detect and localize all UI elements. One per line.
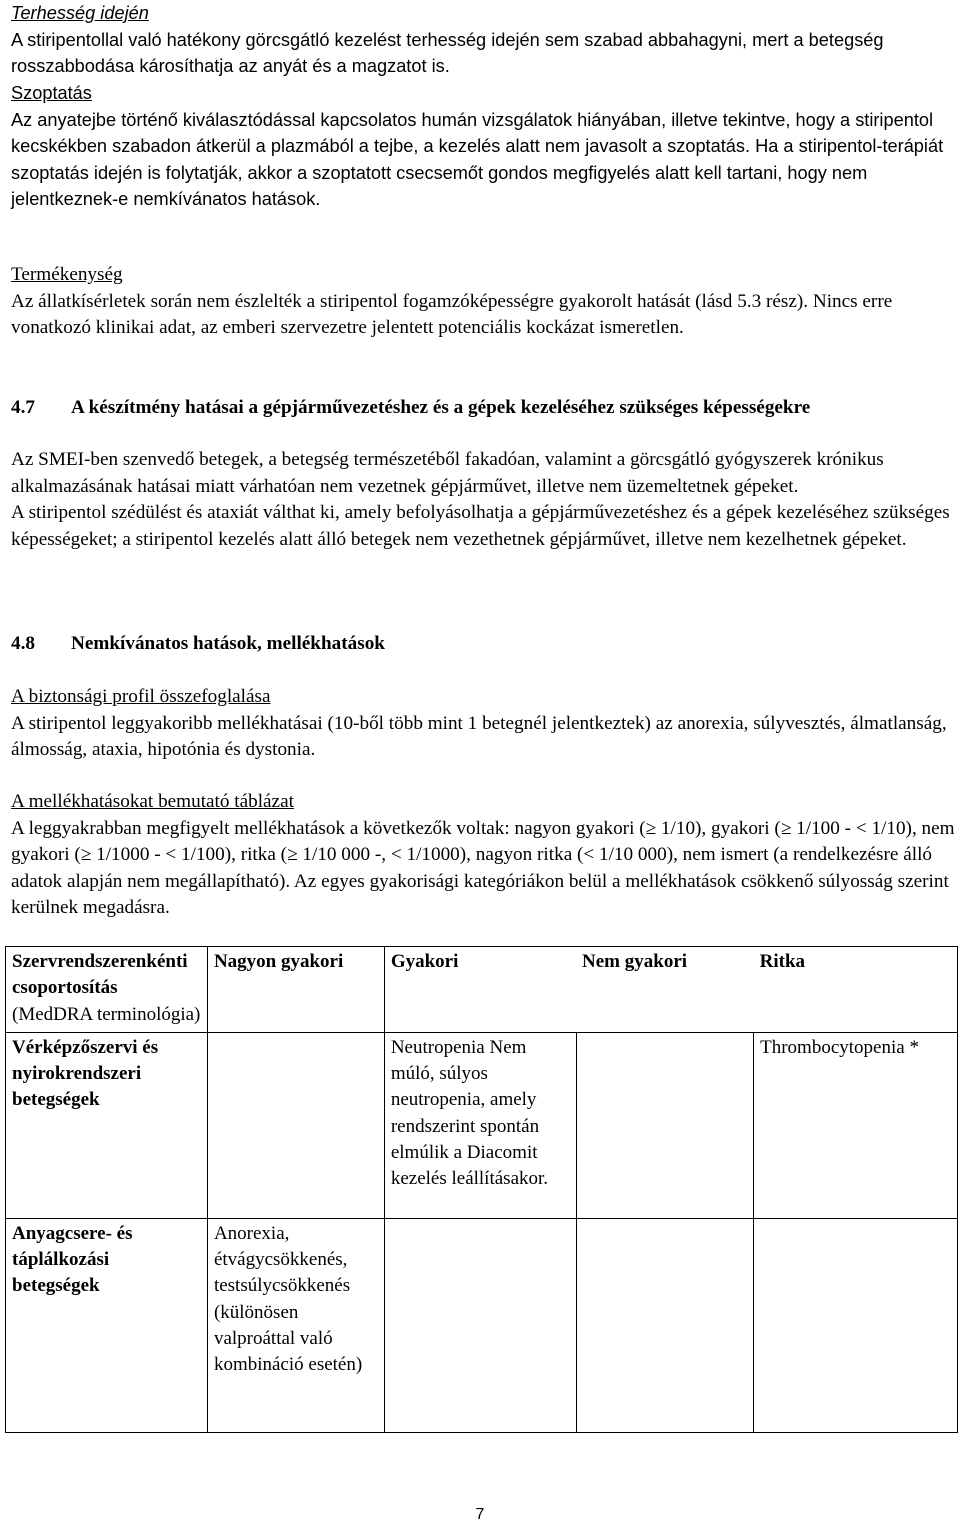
row-uncommon: [576, 1032, 754, 1218]
adverse-reactions-table: [5, 946, 958, 1433]
section-4-7-paragraph-2: A stiripentol szédülést és ataxiát válthat ki, amely befolyásolhatja a gépjárművezetéshez és a gépek kezeléséhez szükséges képességeket; a stiripentol kezelés alatt álló betegek nem vezethetnek gépjárművet, illetve nem kezelhetnek gépeket.: [11, 502, 950, 550]
header-uncommon: Nem gyakori: [576, 947, 754, 1033]
header-rare: Ritka: [754, 947, 958, 1033]
table-row: [6, 1218, 958, 1432]
safety-profile-text: A stiripentol leggyakoribb mellékhatásai (10-ből több mint 1 betegnél jelentkeztek) az anorexia, súlyvesztés, álmatlanság, álmosság, ataxia, hipotónia és dystonia.: [11, 712, 947, 760]
row-common: Neutropenia Nem múló, súlyos neutropenia, amely rendszerint spontán elmúlik a Diacomit kezelés leállításakor.: [384, 1032, 576, 1218]
pregnancy-section: [11, 0, 956, 80]
pregnancy-heading: Terhesség idején: [11, 3, 149, 23]
fertility-heading: Termékenység: [11, 264, 123, 285]
safety-profile-heading: A biztonsági profil összefoglalása: [11, 686, 271, 707]
header-common: Gyakori: [384, 947, 576, 1033]
header-very-common: Nagyon gyakori: [207, 947, 384, 1033]
section-4-8-title: Nemkívánatos hatások, mellékhatások: [71, 633, 385, 654]
table-header-row: [6, 947, 958, 1033]
row-uncommon: [576, 1218, 754, 1432]
row-soc: Anyagcsere- és táplálkozási betegségek: [6, 1218, 208, 1432]
section-4-7-paragraph-1: Az SMEI-ben szenvedő betegek, a betegség természetéből fakadóan, valamint a görcsgátló gyógyszerek krónikus alkalmazásának hatásai miatt várhatóan nem vezetnek gépjárművet, illetve nem üzemeltetnek gépeket.: [11, 449, 884, 497]
fertility-text: Az állatkísérletek során nem észlelték a stiripentol fogamzóképességre gyakorolt hatását (lásd 5.3 rész). Nincs erre vonatkozó klinikai adat, az emberi szervezetre jelentett potenciális kockázat ismeretlen.: [11, 290, 893, 338]
row-very-common: [207, 1032, 384, 1218]
header-soc-cell: [6, 947, 208, 1033]
header-soc: Szervrendszerenkénti csoportosítás: [12, 951, 188, 999]
lactation-text: Az anyatejbe történő kiválasztódással kapcsolatos humán vizsgálatok hiányában, illetve tekintve, hogy a stiripentol kecskékben szabadon átkerül a plazmából a tejbe, a kezelés alatt nem javasolt a szoptatás. Ha a stiripentol-terápiát szoptatás idején is folytatják, akkor a szoptatott csecsemőt gondos megfigyelés alatt kell tartani, hogy nem jelentkeznek-e nemkívánatos hatások.: [11, 109, 944, 209]
lactation-section: [11, 80, 956, 213]
table-row: [6, 1032, 958, 1218]
section-4-7-heading: [11, 395, 810, 421]
pregnancy-text: A stiripentollal való hatékony görcsgátló kezelést terhesség idején sem szabad abbahagyni, mert a betegség rosszabbodása károsíthatja az anyát és a magzatot is.: [11, 29, 884, 76]
section-4-7-number: 4.7: [11, 397, 35, 418]
section-4-8-number: 4.8: [11, 633, 35, 654]
safety-profile-section: [11, 684, 956, 764]
row-common: [384, 1218, 576, 1432]
adverse-table-heading: A mellékhatásokat bemutató táblázat: [11, 791, 294, 812]
section-4-7-title: A készítmény hatásai a gépjárművezetéshez és a gépek kezeléséhez szükséges képességekre: [71, 397, 811, 418]
section-4-7-body: [11, 447, 956, 553]
lactation-heading: Szoptatás: [11, 83, 92, 103]
adverse-table-text: A leggyakrabban megfigyelt mellékhatások a következők voltak: nagyon gyakori (≥ 1/10), gyakori (≥ 1/100 - < 1/10), nem gyakori (≥ 1/1000 - < 1/100), ritka (≥ 1/10 000 -, < 1/1000), nagyon ritka (< 1/10 000), nem ismert (a rendelkezésre álló adatok alapján nem megállapítható). Az egyes gyakorisági kategóriákon belül a mellékhatások csökkenő súlyosság szerint kerülnek megadásra.: [11, 817, 955, 918]
row-rare: [754, 1218, 958, 1432]
header-soc-subtitle: (MedDRA terminológia): [12, 1003, 201, 1025]
row-rare: Thrombocytopenia *: [754, 1032, 958, 1218]
row-soc: Vérképzőszervi és nyirokrendszeri betegségek: [6, 1032, 208, 1218]
row-very-common: Anorexia, étvágycsökkenés, testsúlycsökkenés (különösen valproáttal való kombináció esetén): [207, 1218, 384, 1432]
page-number: 7: [475, 1506, 485, 1523]
section-4-8-heading: [11, 631, 385, 657]
adverse-table-intro: [11, 789, 956, 922]
fertility-section: [11, 262, 956, 342]
